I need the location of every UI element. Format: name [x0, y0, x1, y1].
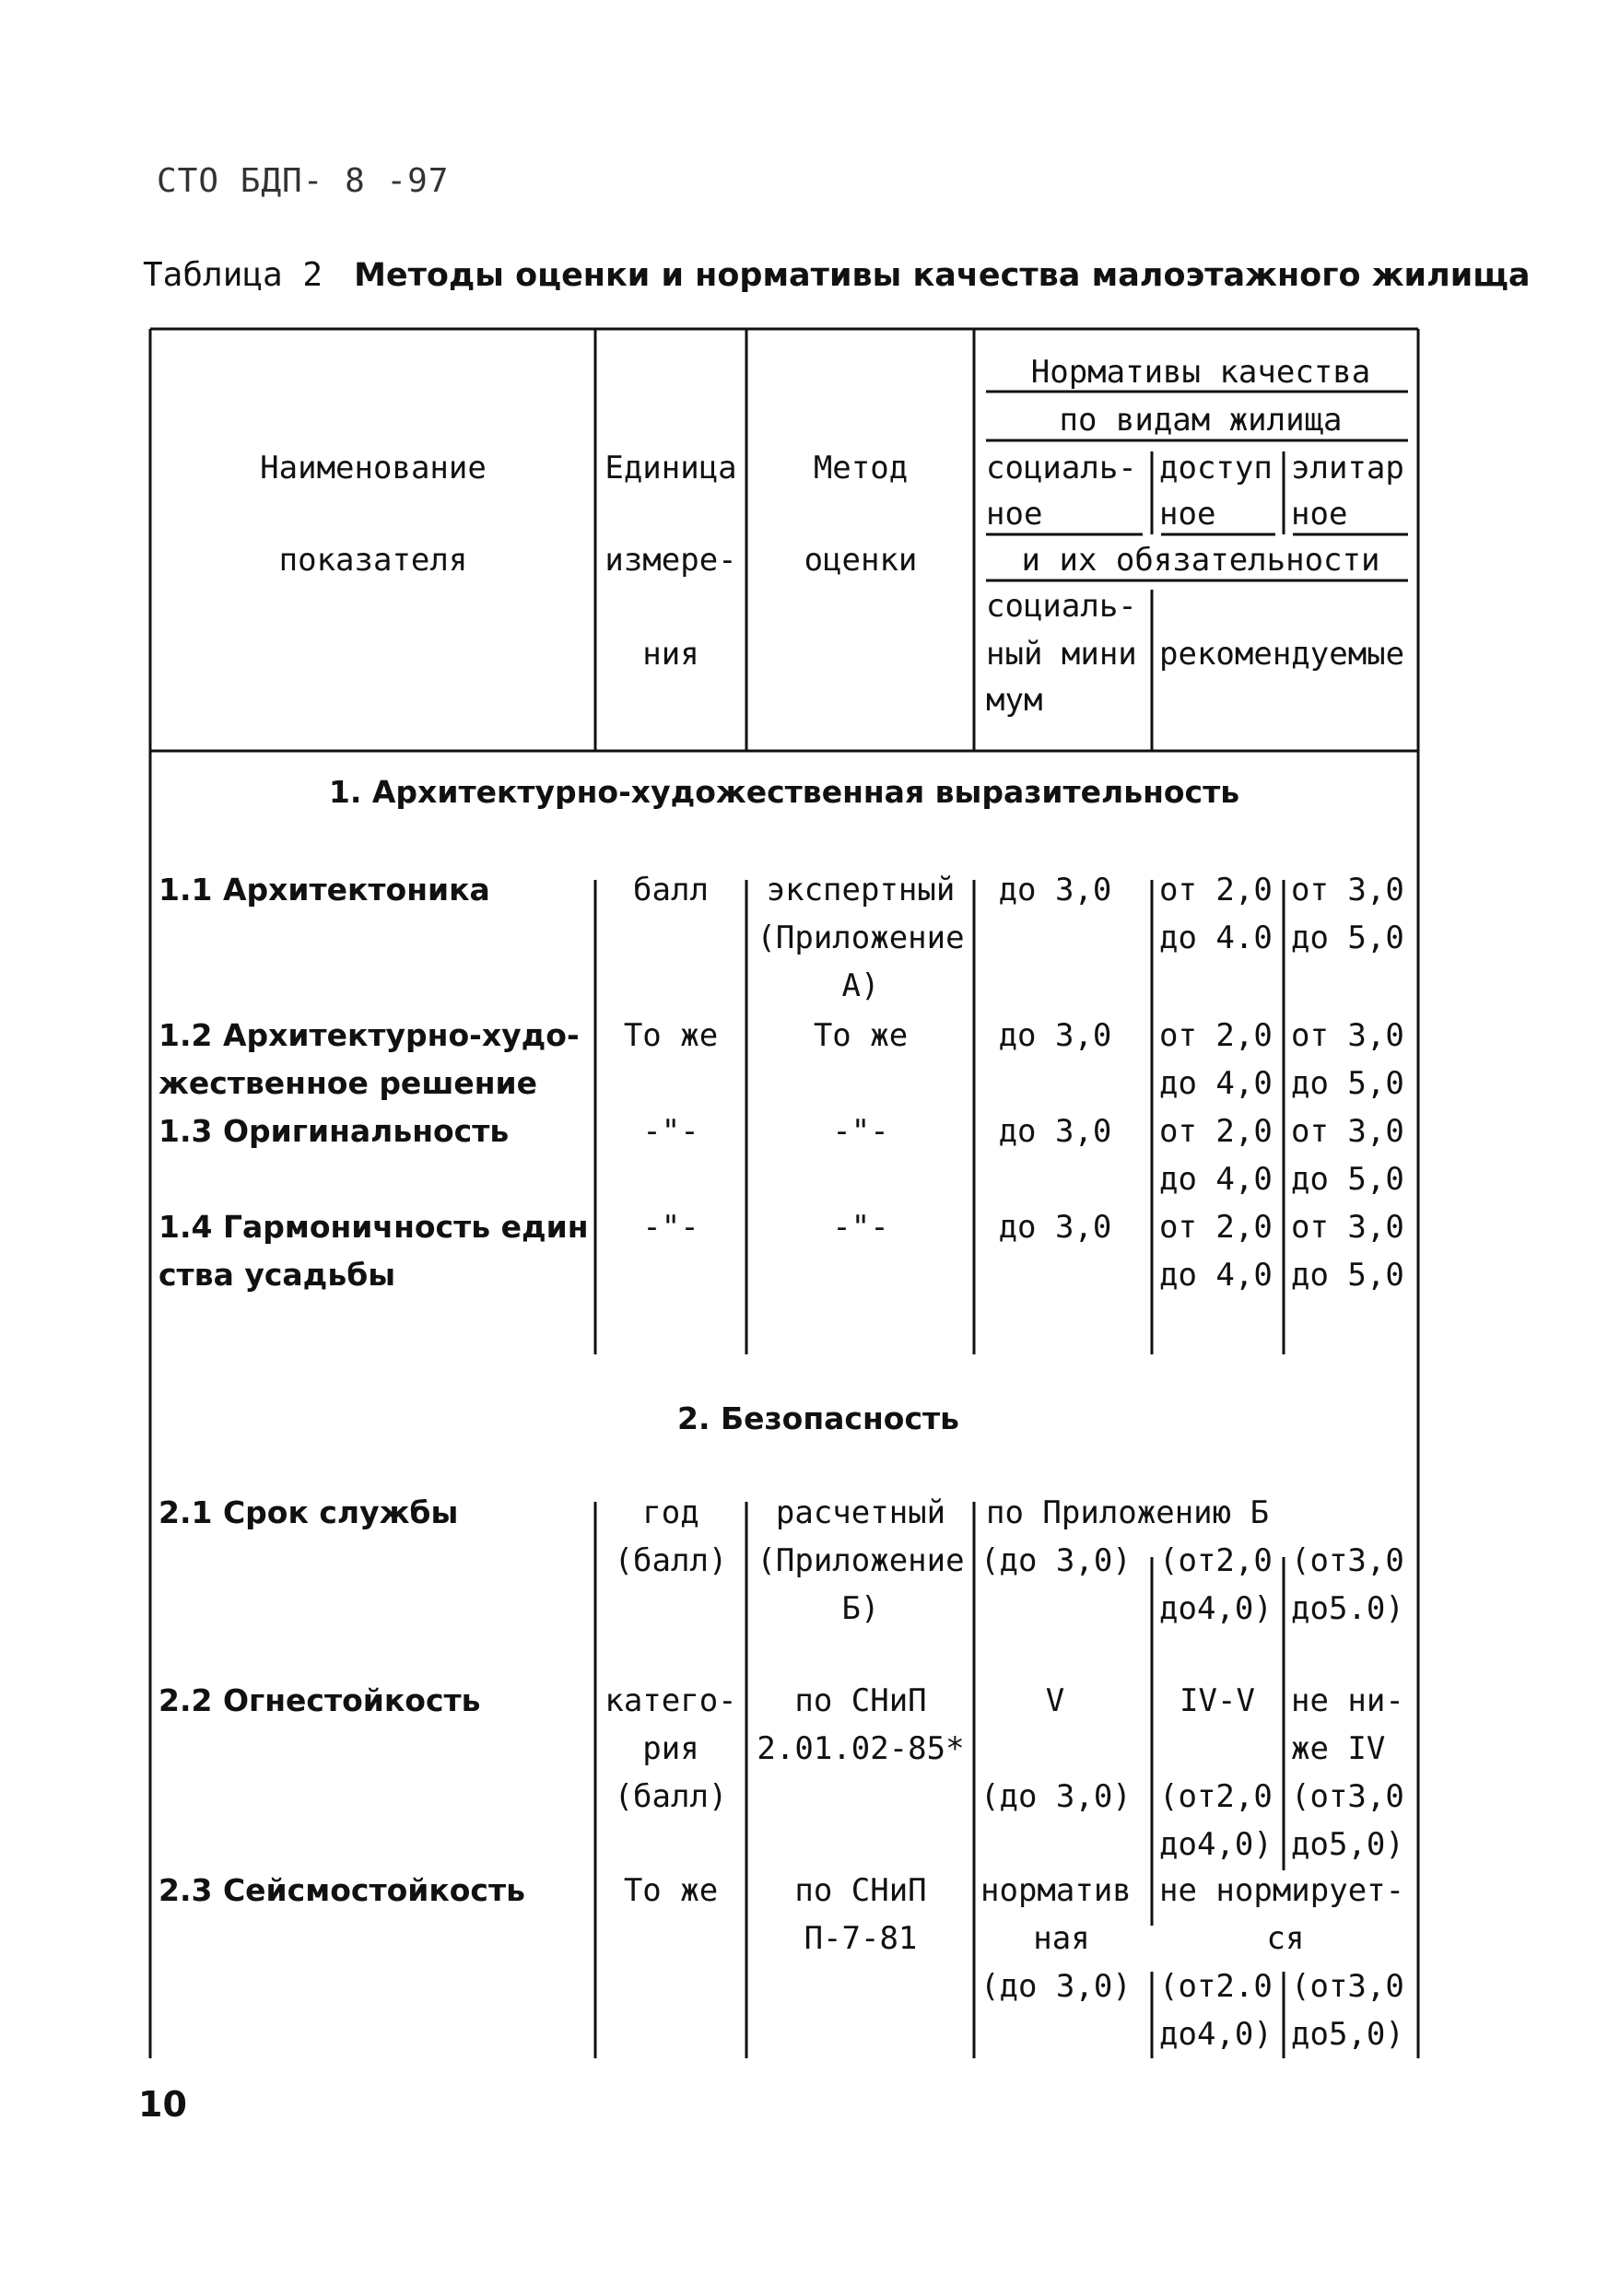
row-2-1-unit-line2: (балл): [614, 1542, 728, 1579]
row-1-2-accessible-line2: до 4,0: [1159, 1065, 1273, 1102]
row-2-3-method-line1: по СНиП: [794, 1872, 927, 1909]
row-2-3-elite-line1: (от3,0: [1291, 1968, 1404, 2005]
row-2-1-method-line2: (Приложение: [757, 1542, 965, 1579]
row-2-1-name: 2.1 Срок службы: [158, 1494, 459, 1530]
table-title: Методы оценки и нормативы качества малоэтажного жилища: [354, 257, 1531, 294]
row-1-1-social: до 3,0: [998, 872, 1112, 908]
row-2-2-accessible-line3: до4,0): [1159, 1826, 1273, 1863]
row-2-2-unit-line2: рия: [642, 1730, 699, 1767]
row-2-3-method-line2: П-7-81: [804, 1920, 918, 1957]
row-2-1-unit-line1: год: [642, 1494, 699, 1531]
row-1-1-method-line1: экспертный: [766, 872, 956, 908]
col-elite-line2: ное: [1291, 496, 1348, 533]
row-1-1-unit: балл: [633, 872, 709, 908]
row-2-3-accessible-line2: до4,0): [1159, 2016, 1273, 2053]
row-1-2-unit: То же: [623, 1017, 719, 1054]
row-2-2-social-line1: V: [1045, 1682, 1065, 1719]
row-2-2-name: 2.2 Огнестойкость: [158, 1682, 481, 1718]
row-2-3-social-line3: (до 3,0): [980, 1968, 1132, 2005]
row-2-2-method-line2: 2.01.02-85*: [757, 1730, 965, 1767]
row-1-2-name-line1: 1.2 Архитектурно-худо-: [158, 1017, 580, 1053]
row-2-2-elite-line1: не ни-: [1291, 1682, 1404, 1719]
row-2-2-unit-line3: (балл): [614, 1778, 728, 1815]
row-1-3-elite-line2: до 5,0: [1291, 1161, 1404, 1198]
row-1-3-method: -"-: [832, 1113, 889, 1150]
row-1-1-accessible-line2: до 4.0: [1159, 920, 1273, 956]
norms-title-line2: по видам жилища: [1059, 402, 1343, 439]
row-2-1-elite-line1: (от3,0: [1291, 1542, 1404, 1579]
col-name-line1: Наименование: [260, 450, 487, 486]
row-1-1-accessible-line1: от 2,0: [1159, 872, 1273, 908]
col-social-line2: ное: [986, 496, 1043, 533]
row-2-1-elite-line2: до5.0): [1291, 1590, 1404, 1627]
col-accessible-line1: доступ: [1159, 450, 1273, 486]
row-2-2-accessible-line1: IV-V: [1180, 1682, 1255, 1719]
row-1-3-name: 1.3 Оригинальность: [158, 1113, 510, 1149]
row-2-3-elite-line2: до5,0): [1291, 2016, 1404, 2053]
row-2-2-elite-line2: же IV: [1291, 1730, 1386, 1767]
row-1-3-unit: -"-: [642, 1113, 699, 1150]
row-1-2-elite-line1: от 3,0: [1291, 1017, 1404, 1054]
row-1-2-name-line2: жественное решение: [158, 1065, 538, 1101]
row-2-2-elite-line4: до5,0): [1291, 1826, 1404, 1863]
document-code: СТО БДП- 8 -97: [157, 162, 450, 200]
row-2-3-norm-span-line1: не нормирует-: [1159, 1872, 1405, 1909]
row-2-2-elite-line3: (от3,0: [1291, 1778, 1404, 1815]
row-2-1-method-line1: расчетный: [775, 1494, 946, 1531]
row-1-1-name: 1.1 Архитектоника: [158, 872, 490, 908]
col-recommended: рекомендуемые: [1159, 636, 1405, 673]
row-2-2-unit-line1: катего-: [604, 1682, 737, 1719]
row-1-4-elite-line1: от 3,0: [1291, 1209, 1404, 1246]
row-1-3-accessible-line1: от 2,0: [1159, 1113, 1273, 1150]
col-unit-line1: Единица: [604, 450, 737, 486]
row-1-3-accessible-line2: до 4,0: [1159, 1161, 1273, 1198]
col-social-min-line2: ный мини: [986, 636, 1137, 673]
norms-title-line1: Нормативы качества: [1030, 354, 1371, 391]
row-1-3-social: до 3,0: [998, 1113, 1112, 1150]
row-1-2-social: до 3,0: [998, 1017, 1112, 1054]
row-2-1-method-line3: Б): [841, 1590, 880, 1627]
col-method-line1: Метод: [813, 450, 909, 486]
col-method-line2: оценки: [804, 542, 918, 579]
row-2-1-accessible-line1: (от2,0: [1159, 1542, 1273, 1579]
col-social-min-line1: социаль-: [986, 588, 1137, 625]
row-1-1-method-line3: А): [841, 967, 880, 1004]
col-unit-line3: ния: [642, 636, 699, 673]
row-2-3-social-line1: норматив: [980, 1872, 1132, 1909]
row-2-3-norm-span-line2: ся: [1266, 1920, 1305, 1957]
row-1-2-accessible-line1: от 2,0: [1159, 1017, 1273, 1054]
row-2-1-social: (до 3,0): [980, 1542, 1132, 1579]
section-title-1: 1. Архитектурно-художественная выразительность: [328, 774, 1240, 810]
col-accessible-line2: ное: [1159, 496, 1216, 533]
row-1-4-method: -"-: [832, 1209, 889, 1246]
col-obligatoriness: и их обязательности: [1021, 542, 1380, 579]
row-1-2-elite-line2: до 5,0: [1291, 1065, 1404, 1102]
row-1-2-method: То же: [813, 1017, 909, 1054]
row-1-4-name-line1: 1.4 Гармоничность един: [158, 1209, 589, 1245]
row-2-3-social-line2: ная: [1033, 1920, 1090, 1957]
section-title-2: 2. Безопасность: [676, 1400, 960, 1436]
row-1-4-social: до 3,0: [998, 1209, 1112, 1246]
col-social-line1: социаль-: [986, 450, 1137, 486]
row-1-4-accessible-line2: до 4,0: [1159, 1257, 1273, 1294]
row-1-1-elite-line1: от 3,0: [1291, 872, 1404, 908]
page-number: 10: [138, 2084, 187, 2125]
table-label: Таблица 2: [143, 256, 323, 294]
col-name-line2: показателя: [278, 542, 468, 579]
row-2-2-accessible-line2: (от2,0: [1159, 1778, 1273, 1815]
row-1-1-elite-line2: до 5,0: [1291, 920, 1404, 956]
col-social-min-line3: мум: [986, 682, 1043, 719]
col-unit-line2: измере-: [604, 542, 737, 579]
row-1-4-accessible-line1: от 2,0: [1159, 1209, 1273, 1246]
row-2-1-accessible-line2: до4,0): [1159, 1590, 1273, 1627]
row-2-2-social-line2: (до 3,0): [980, 1778, 1132, 1815]
row-2-3-unit: То же: [623, 1872, 719, 1909]
row-2-1-norm-span: по Приложению Б: [986, 1494, 1270, 1531]
col-elite-line1: элитар: [1291, 450, 1404, 486]
row-1-1-method-line2: (Приложение: [757, 920, 965, 956]
row-1-4-name-line2: ства усадьбы: [158, 1257, 396, 1293]
row-1-3-elite-line1: от 3,0: [1291, 1113, 1404, 1150]
row-1-4-unit: -"-: [642, 1209, 699, 1246]
row-2-3-accessible-line1: (от2.0: [1159, 1968, 1273, 2005]
row-2-3-name: 2.3 Сейсмостойкость: [158, 1872, 525, 1908]
row-2-2-method-line1: по СНиП: [794, 1682, 927, 1719]
row-1-4-elite-line2: до 5,0: [1291, 1257, 1404, 1294]
